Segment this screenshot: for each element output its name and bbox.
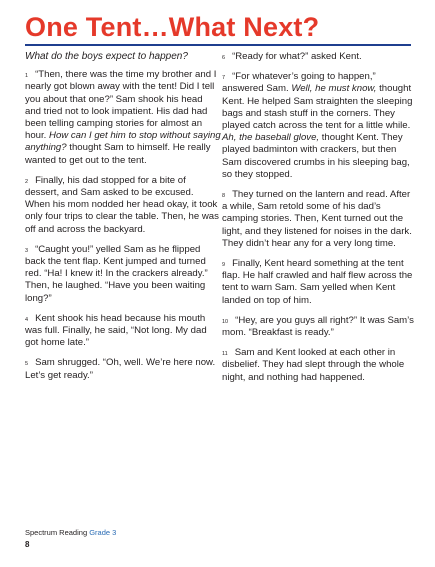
italic-thought: How can I get him to stop without saying anything? (25, 130, 221, 154)
paragraph-text: “Hey, are you guys all right?” It was Sam’s mom. “Breakfast is ready.” (222, 314, 414, 339)
grade-label: Grade 3 (89, 528, 117, 537)
page-title: One Tent…What Next? (25, 12, 320, 42)
paragraph-6 (222, 51, 414, 63)
guiding-question: What do the boys expect to happen? (25, 51, 188, 62)
paragraph-1 (25, 69, 221, 167)
paragraph-text: thought Kent. They played badminton with crackers, but then Sam discovered crumbs in his sleeping bag, so they stopped. (222, 132, 410, 180)
paragraph-text: Sam shrugged. “Oh, well. We’re here now. Let’s get ready.” (25, 357, 216, 381)
paragraph-text: Kent shook his head because his mouth was full. Finally, he said, “Not long. My dad got home late.” (25, 312, 207, 349)
paragraph-number: 3 (25, 247, 29, 254)
paragraph-text: thought Sam to himself. He really wanted to get out to the tent. (25, 142, 211, 166)
paragraph-8 (222, 189, 414, 250)
paragraph-text: Sam and Kent looked at each other in disbelief. They had slept through the whole night, and nothing had happened. (222, 347, 405, 383)
right-column (222, 51, 414, 392)
left-column (25, 51, 221, 390)
paragraph-number: 6 (222, 55, 226, 61)
paragraph-7 (222, 71, 414, 181)
paragraph-text: Finally, his dad stopped for a bite of dessert, and Sam asked to be excused. When his mom nodded her head okay, it took only four trips to clear the table. Then, he was off and across the backyard. (25, 174, 219, 235)
paragraph-text: “Then, there was the time my brother and I nearly got blown away with the tent! Did I tell you about that one?” Sam shook his head and tried not to look impatient. His dad had been telling camping stories for almost an hour. (25, 69, 217, 142)
paragraph-text: They turned on the lantern and read. After a while, Sam retold some of his dad’s camping stories. Then, Kent turned out the light, and they listened for noises in the dark. They didn’t hear any for a very long time. (222, 189, 412, 249)
paragraph-number: 9 (222, 262, 226, 269)
paragraph-number: 1 (25, 73, 29, 80)
italic-thought: Ah, the baseball glove, (222, 132, 320, 144)
paragraph-11 (222, 347, 414, 384)
footer (25, 528, 116, 537)
paragraph-number: 2 (25, 178, 29, 185)
title-underline (25, 44, 411, 46)
right-paragraphs (222, 51, 414, 384)
paragraph-9 (222, 258, 414, 307)
paragraph-text: “Ready for what?” asked Kent. (232, 51, 362, 62)
paragraph-number: 5 (25, 361, 29, 368)
paragraph-2 (25, 175, 221, 236)
italic-thought: Well, he must know, (291, 83, 377, 95)
paragraph-4 (25, 313, 221, 350)
paragraph-10 (222, 315, 414, 339)
left-paragraphs (25, 69, 221, 382)
series-name: Spectrum Reading (25, 528, 88, 537)
paragraph-text: “For whatever’s going to happen,” answered Sam. (222, 71, 376, 95)
paragraph-number: 7 (222, 75, 226, 82)
paragraph-number: 8 (222, 193, 226, 200)
paragraph-text: thought Kent. He helped Sam straighten the sleeping bags and stash stuff in the corners. They played catch across the tent for a little while. (222, 83, 413, 132)
paragraph-number: 11 (222, 351, 228, 358)
paragraph-3 (25, 244, 221, 305)
paragraph-number: 4 (25, 316, 29, 323)
paragraph-text: Finally, Kent heard something at the tent flap. He half crawled and half flew across the tent to warn Sam. Sam yelled when Kent landed on top of him. (222, 258, 413, 306)
page-number: 8 (25, 540, 30, 549)
paragraph-5 (25, 357, 221, 381)
paragraph-text: “Caught you!” yelled Sam as he flipped back the tent flap. Kent jumped and turned red. “Ha! I knew it! In the crackers already.” Then, he laughed. “Have you been waiting long?” (25, 243, 208, 304)
paragraph-number: 10 (222, 318, 229, 325)
